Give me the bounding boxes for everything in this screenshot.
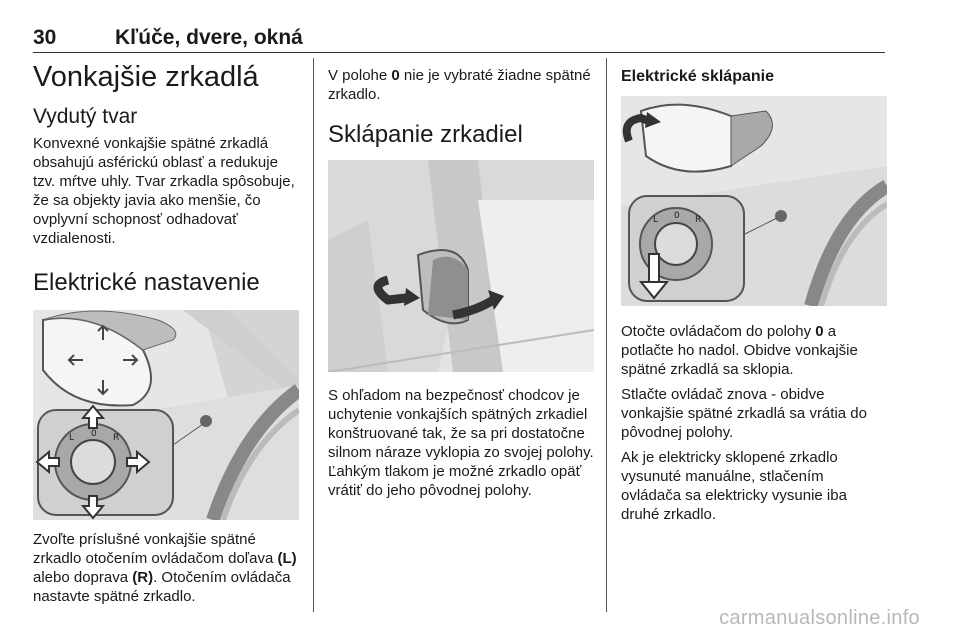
subsection-title-convex: Vydutý tvar [33,105,138,128]
position-zero-paragraph: V polohe 0 nie je vybraté žiadne spätné zrkadlo. [328,67,591,103]
subsection-title-folding: Sklápanie zrkadiel [328,121,523,148]
figure-mirror-adjust [33,310,299,520]
watermark: carmanualsonline.info [719,607,920,629]
figure-electric-folding [621,96,887,306]
figure-mirror-folding [328,160,594,372]
section-title: Vonkajšie zrkadlá [33,61,259,93]
subsection-title-electric-folding: Elektrické sklápanie [621,68,774,85]
knob-label-l: L [69,433,75,443]
folding-paragraph: S ohľadom na bezpečnosť chodcov je uchytenie vonkajších spätných zrkadiel konštruované tak, že sa pri dostatočne silnom náraze vyklopia zo svojej polohy. Ľahkým tlakom je možné zrkadlo opäť vrátiť do jeho pôvodnej polohy. [328,387,594,499]
subsection-title-electric-adjust: Elektrické nastavenie [33,269,260,296]
column-1 [33,58,301,606]
knob-label-0: 0 [91,429,97,439]
knob-label-r: R [113,433,120,443]
running-title: Kľúče, dvere, okná [115,26,303,49]
electric-adjust-paragraph: Zvoľte príslušné vonkajšie spätné zrkadlo otočením ovládačom doľava (L) alebo doprava (R). Otočením ovládača nastavte spätné zrkadlo. [33,531,297,605]
page-number: 30 [33,26,57,49]
electric-folding-paragraph-1: Otočte ovládačom do polohy 0 a potlačte ho nadol. Obidve vonkajšie spätné zrkadlá sa sklopia. [621,323,858,378]
knob-label-0: 0 [674,211,680,221]
column-divider [313,58,314,612]
knob-label-r: R [695,215,702,225]
convex-paragraph: Konvexné vonkajšie spätné zrkadlá obsahujú asférickú oblasť a redukuje tzv. mŕtve uhly. Tvar zrkadla spôsobuje, že sa objekty javia ako menšie, čo ovplyvní schopnosť odhadovať vzdialenosti. [33,135,295,247]
column-3 [621,66,887,524]
knob-label-l: L [653,215,659,225]
electric-folding-paragraph-3: Ak je elektricky sklopené zrkadlo vysunuté manuálne, stlačením ovládača sa elektricky vysunie iba druhé zrkadlo. [621,449,847,523]
electric-folding-paragraph-2: Stlačte ovládač znova - obidve vonkajšie spätné zrkadlá sa vrátia do pôvodnej polohy. [621,386,867,441]
column-divider [606,58,607,612]
column-2 [328,66,594,500]
page-header [33,26,885,53]
